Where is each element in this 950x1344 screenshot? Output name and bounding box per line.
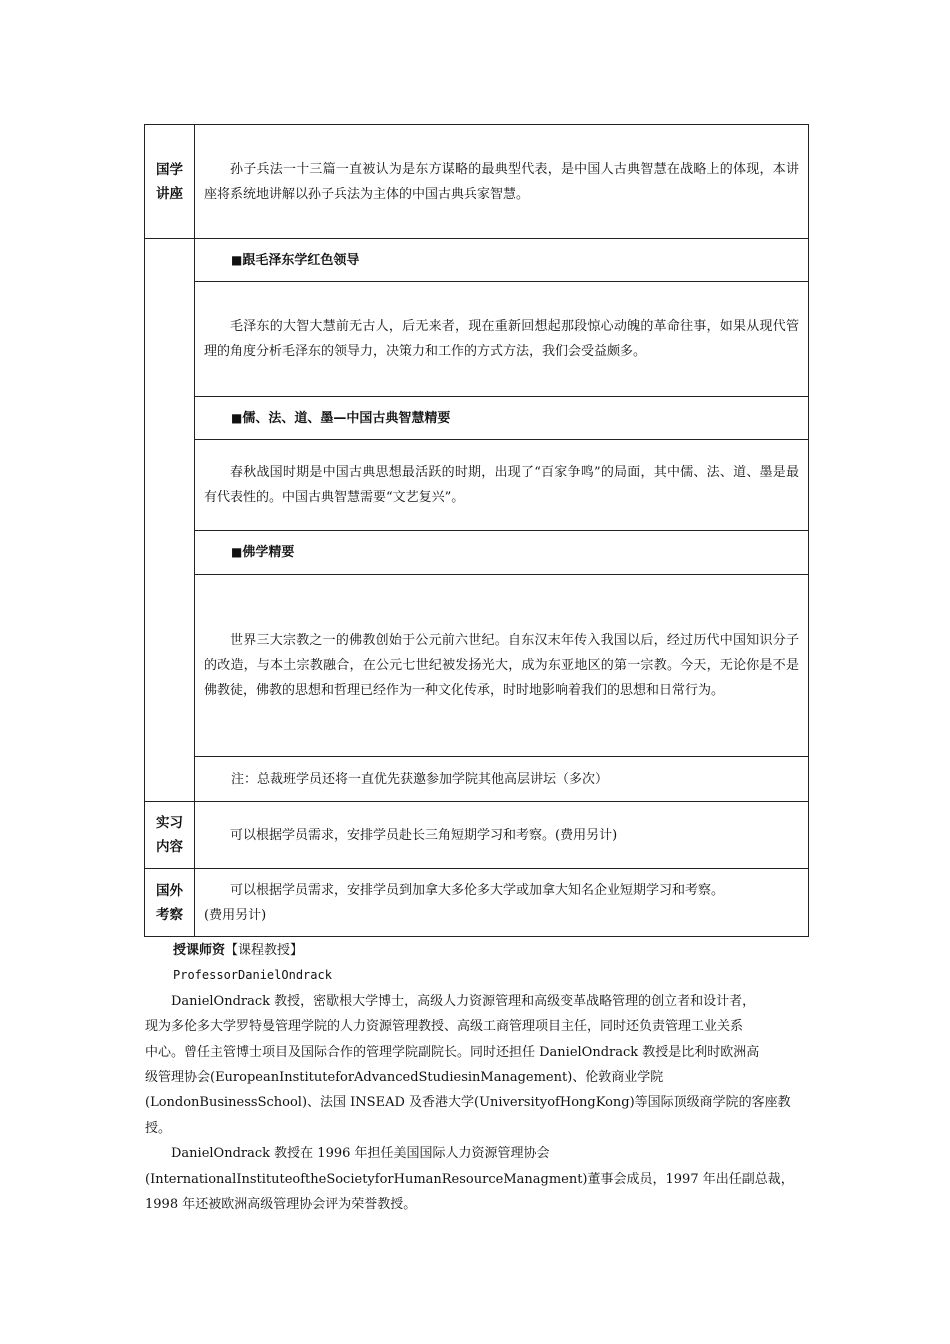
professor-name: ProfessorDanielOndrack <box>173 968 332 983</box>
note-cell <box>195 757 809 802</box>
confucian-description: 春秋战国时期是中国古典思想最活跃的时期，出现了“百家争鸣”的局面，其中儒、法、道、墨是最有代表性的。中国古典智慧需要“文艺复兴”。 <box>204 465 799 505</box>
table-row <box>145 239 809 282</box>
row-label-empty <box>145 239 195 802</box>
faculty-title: 授课师资【课程教授】 <box>173 943 304 958</box>
table-row <box>145 125 809 239</box>
note-text: 注：总裁班学员还将一直优先获邀参加学院其他高层讲坛（多次） <box>231 771 609 787</box>
section-heading: 跟毛泽东学红色领导 <box>242 252 360 268</box>
overseas-description-line2: (费用另计) <box>204 907 267 923</box>
row-label-internship: 实习 内容 <box>145 802 195 869</box>
internship-cell <box>195 802 809 869</box>
professor-bio-paragraph-2: DanielOndrack 教授在 1996 年担任美国国际人力资源管理协会 (InternationalInstituteoftheSocietyforHumanResourceManagment)董事会成员，1997 年出任副总裁， 1998 年还被欧洲高级管理协会评为荣誉教授。 <box>145 1146 794 1213</box>
table-row <box>145 397 809 440</box>
row-label-overseas: 国外 考察 <box>145 869 195 937</box>
faculty-section <box>145 938 805 1217</box>
table-row <box>145 440 809 531</box>
table-row <box>145 531 809 575</box>
internship-description: 可以根据学员需求，安排学员赴长三角短期学习和考察。(费用另计) <box>230 827 618 843</box>
buddhism-description: 世界三大宗教之一的佛教创始于公元前六世纪。自东汉末年传入我国以后，经过历代中国知识分子的改造，与本土宗教融合，在公元七世纪被发扬光大，成为东亚地区的第一宗教。今天，无论你是不是佛教徒，佛教的思想和哲理已经作为一种文化传承，时时地影响着我们的思想和日常行为。 <box>204 633 799 698</box>
overseas-description-line1: 可以根据学员需求，安排学员到加拿大多伦多大学或加拿大知名企业短期学习和考察。 <box>230 882 725 898</box>
mao-description: 毛泽东的大智大慧前无古人，后无来者，现在重新回想起那段惊心动魄的革命往事，如果从现代管理的角度分析毛泽东的领导力，决策力和工作的方式方法，我们会受益颇多。 <box>204 319 799 359</box>
row-label-guoxue: 国学 讲座 <box>145 125 195 239</box>
mao-text-cell <box>195 282 809 397</box>
table-row <box>145 575 809 757</box>
confucian-heading-cell <box>195 397 809 440</box>
course-table <box>144 124 809 937</box>
table-row <box>145 282 809 397</box>
buddhism-text-cell <box>195 575 809 757</box>
square-bullet-icon: ■ <box>231 410 243 425</box>
mao-heading-cell <box>195 239 809 282</box>
table-row <box>145 757 809 802</box>
buddhism-heading-cell <box>195 531 809 575</box>
sunzi-cell <box>195 125 809 239</box>
confucian-text-cell <box>195 440 809 531</box>
table-row <box>145 802 809 869</box>
overseas-cell <box>195 869 809 937</box>
table-row <box>145 869 809 937</box>
section-heading: 儒、法、道、墨—中国古典智慧精要 <box>242 410 451 426</box>
section-heading: 佛学精要 <box>242 545 295 560</box>
professor-bio-paragraph-1: DanielOndrack 教授，密歇根大学博士，高级人力资源管理和高级变革战略管理的创立者和设计者， 现为多伦多大学罗特曼管理学院的人力资源管理教授、高级工商管理项目主任，同时还负责管理工业关系 中心。曾任主管博士项目及国际合作的管理学院副院长。同时还担任 DanielOndrack 教授是比利时欧洲高 级管理协会(EuropeanInstituteforAdvancedStudiesinManagement)、伦敦商业学院 (LondonBusinessSchool)、法国 INSEAD 及香港大学(UniversityofHongKong)等国际顶级商学院的客座教 授。 <box>145 993 791 1136</box>
square-bullet-icon: ■ <box>231 252 243 267</box>
square-bullet-icon: ■ <box>231 545 243 559</box>
sunzi-description: 孙子兵法一十三篇一直被认为是东方谋略的最典型代表，是中国人古典智慧在战略上的体现，本讲座将系统地讲解以孙子兵法为主体的中国古典兵家智慧。 <box>204 161 799 202</box>
